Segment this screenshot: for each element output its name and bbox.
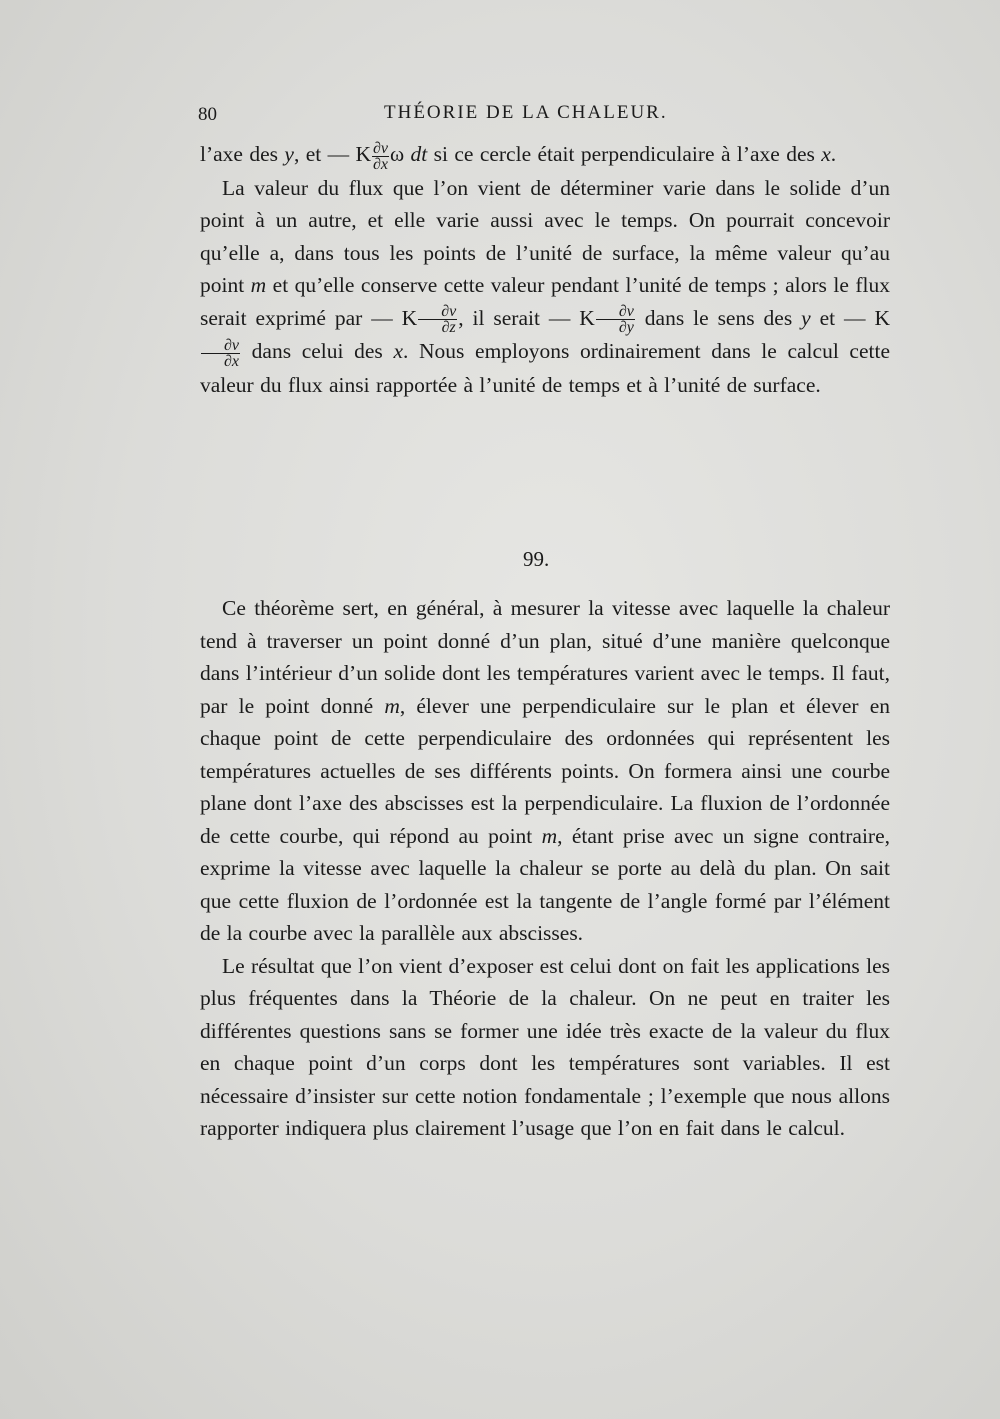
fraction-dv-dz — [418, 304, 457, 335]
fraction-numerator: ∂v — [201, 338, 240, 354]
text-run: l’axe des — [200, 142, 285, 166]
text-run: dans celui des — [241, 339, 394, 364]
fraction-denominator: ∂y — [618, 319, 634, 337]
fraction-numerator: ∂v — [372, 139, 388, 157]
fraction-denominator: ∂z — [441, 319, 456, 337]
fraction-numerator: ∂v — [596, 304, 635, 320]
math-variable: x — [393, 339, 403, 364]
text-run: . Nous employons ordinairement dans le calcul cette valeur du flux ainsi rapportée à l’unité de temps et à l’unité de surface. — [200, 339, 891, 397]
text-run: , élever une perpendiculaire sur le plan et élever en chaque point de cette perpendiculaire des ordonnées qui représentent les températures actuelles de ses différents points. On formera ainsi une courbe plane dont l’axe des abscisses est la perpendiculaire. La fluxion de l’ordonnée de cette courbe, qui répond au point — [200, 693, 890, 848]
math-variable: dt — [410, 142, 428, 166]
section-number: 99. — [523, 547, 550, 571]
fraction-denominator: ∂x — [224, 352, 240, 370]
math-variable: y — [801, 305, 811, 330]
text-run: et qu’elle conserve cette valeur pendant l’unité de temps ; alors le flux serait exprimé par — K — [200, 273, 890, 330]
text-run: , il serait — K — [458, 305, 595, 330]
text-run: si ce cercle était perpendiculaire à l’axe des — [427, 142, 822, 166]
text-run: . — [830, 142, 837, 166]
text-block-top — [200, 138, 890, 401]
math-variable: m — [384, 693, 400, 718]
fraction-numerator: ∂v — [418, 304, 457, 320]
paragraph-theorem — [200, 592, 890, 950]
paragraph-continuation — [200, 138, 890, 172]
math-variable: y — [284, 142, 294, 166]
math-variable: x — [821, 142, 831, 166]
text-run: dans le sens des — [635, 305, 802, 330]
paragraph-flux-value — [200, 172, 890, 402]
text-run: , étant prise avec un signe contraire, exprime la vitesse avec laquelle la chaleur se porte au delà du plan. On sait que cette fluxion de l’ordonnée est la tangente de l’angle formé par l’élément de la courbe avec la parallèle aux abscisses. — [200, 823, 891, 945]
running-title: THÉORIE DE LA CHALEUR. — [384, 102, 668, 123]
text-run: et — K — [810, 305, 890, 330]
text-run: , et — K — [293, 142, 371, 166]
running-head — [198, 100, 898, 130]
fraction-dv-dy — [596, 304, 635, 335]
text-block-section-99 — [200, 592, 890, 1145]
fraction-denominator: ∂x — [372, 155, 388, 173]
paragraph-result: Le résultat que l’on vient d’exposer est celui dont on fait les applications les plus fréquentes dans la Théorie de la chaleur. On ne peut en traiter les différentes questions sans se former une idée très exacte de la valeur du flux en chaque point d’un corps dont les températures sont variables. Il est nécessaire d’insister sur cette notion fondamentale ; l’exemple que nous allons rapporter indiquera plus clairement l’usage que l’on en fait dans le calcul. — [200, 953, 890, 1140]
math-symbol: ω — [390, 142, 405, 166]
page-number: 80 — [198, 104, 217, 125]
text-run: Ce théorème sert, en général, à mesurer la vitesse avec laquelle la chaleur tend à traverser un point donné d’un plan, situé d’une manière quelconque dans l’intérieur d’un solide dont les températures varient avec le temps. Il faut, par le point donné — [200, 596, 890, 718]
math-variable: m — [541, 823, 558, 848]
fraction-dv-dx — [201, 338, 240, 369]
text-run: La valeur du flux que l’on vient de déterminer varie dans le solide d’un point à un autre, et elle varie aussi avec le temps. On pourrait concevoir qu’elle a, dans tous les points de l’unité de surface, la même valeur qu’au point — [200, 175, 890, 298]
fraction-dv-dx — [372, 141, 389, 172]
math-variable: m — [250, 273, 267, 298]
